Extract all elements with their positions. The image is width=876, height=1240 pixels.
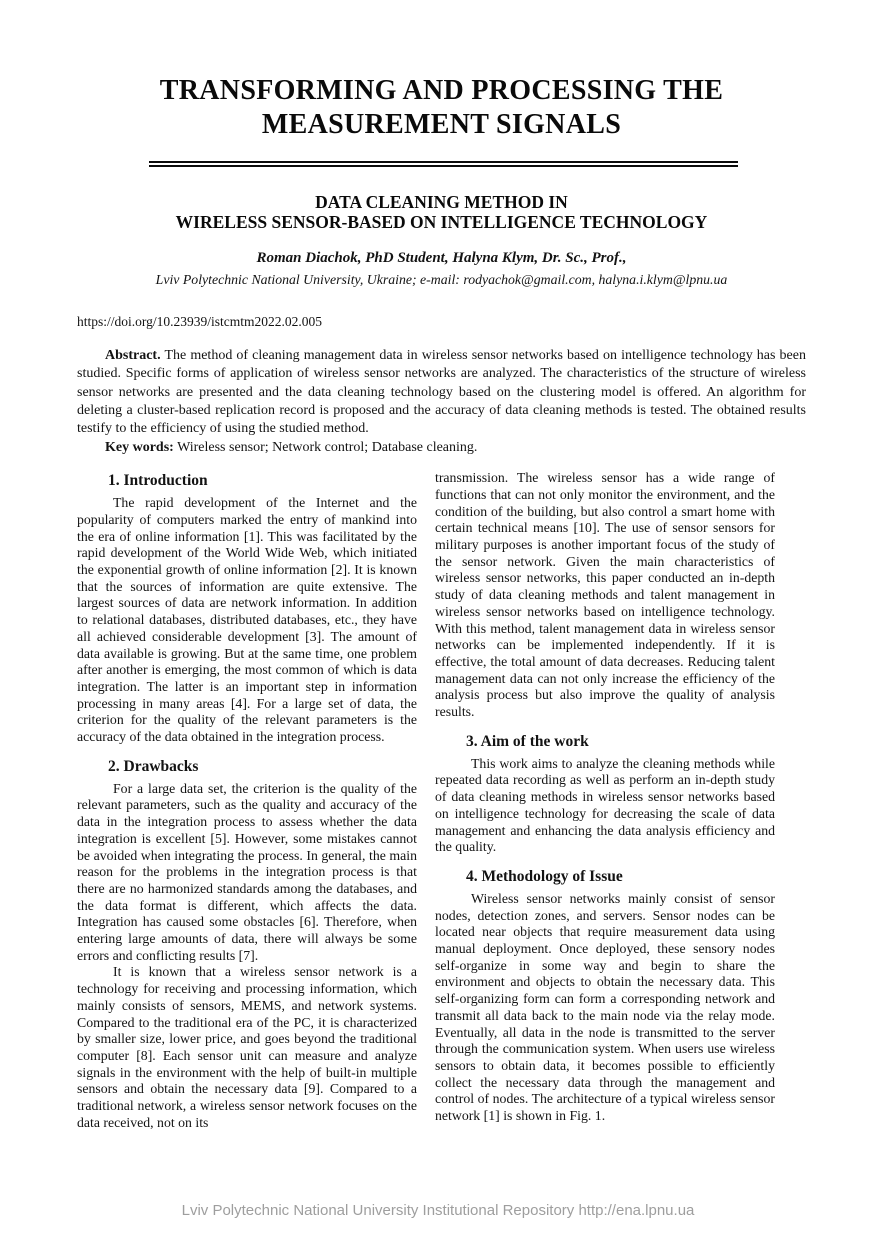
double-rule-divider — [149, 161, 738, 167]
body-paragraph: It is known that a wireless sensor network is a technology for receiving and processing information, which mainly consists of sensors, MEMS, and network systems. Compared to the traditional era of the PC, it is characterized by smaller size, lower price, and goes beyond the traditional computer [8]. Each sensor unit can measure and analyze signals in the environment with the help of built-in multiple sensors and obtain the necessary data [9]. Compared to a traditional network, a wireless sensor network focuses on the data received, not on its — [77, 964, 417, 1130]
affiliation-line: Lviv Polytechnic National University, Ukraine; e-mail: rodyachok@gmail.com, halyna.i.klym@lpnu.ua — [155, 271, 728, 287]
page-content — [0, 74, 876, 1132]
column-left — [77, 470, 417, 1131]
repository-footer-text: Lviv Polytechnic National University Institutional Repository http://ena.lpnu.ua — [181, 1202, 695, 1219]
body-paragraph: The rapid development of the Internet and the popularity of computers marked the entry of mankind into the era of online information [1]. This was facilitated by the rapid development of the World Wide Web, which initiated the exponential growth of online information [2]. It is known that the sources of information are quite extensive. The largest sources of data are network information. In addition to relational databases, distributed databases, etc., they have all achieved considerable development [3]. The amount of data available is growing. But at the same time, one problem after another is emerging, the most common of which is data integration. The latter is an important step in information processing in many areas [4]. For a large set of data, the criterion for the quality of the relevant parameters is the accuracy of the data obtained in the integration process. — [77, 495, 417, 745]
journal-title-line1: TRANSFORMING AND PROCESSING THE — [159, 75, 724, 106]
section-heading: 3. Aim of the work — [466, 732, 589, 750]
body-paragraph: Wireless sensor networks mainly consist of sensor nodes, detection zones, and servers. Sensor nodes can be located near objects that require measurement data using manual deployment. Once deployed, these sensory nodes self-organize in some way and begin to share the environment and objects to obtain the necessary data. This self-organizing form can form a corresponding network and transmit all data back to the main node via the relay mode. Eventually, all data in the node is transmitted to the server through the communication system. When users use wireless sensors to obtain data, it becomes possible to efficiently collect the necessary data through the management and control of nodes. The architecture of a typical wireless sensor network [1] is shown in Fig. 1. — [435, 890, 775, 1124]
column-right — [435, 470, 775, 1131]
section-heading: 2. Drawbacks — [108, 757, 199, 775]
body-paragraph: transmission. The wireless sensor has a wide range of functions that can not only monitor the environment, and the condition of the building, but also control a smart home with certain technical means [10]. The use of sensor sensors for military purposes is another important focus of the study of the sensor network. Given the main characteristics of wireless sensor networks, this paper conducted an in-depth study of data cleaning methods and talent management in wireless sensor networks based on intelligence technology. With this method, talent management data in wireless sensor networks can be implemented independently. If it is effective, the total amount of data decreases. Reducing talent management data can not only increase the efficiency of the analysis process but also improve the quality of analysis results. — [435, 470, 775, 720]
abstract-block — [77, 347, 806, 457]
section-heading: 1. Introduction — [108, 472, 208, 490]
abstract-text: The method of cleaning management data in wireless sensor networks based on intelligence technology has been studied. Specific forms of application of wireless sensor networks are analyzed. The characteristics of the structure of wireless sensor networks are presented and the data cleaning technology based on the clustering model is offered. An algorithm for deleting a cluster-based replication record is proposed and the accuracy of data cleaning methods is tested. The obtained results testify to the efficiency of using the studied method. — [77, 347, 806, 437]
doi-text: https://doi.org/10.23939/istcmtm2022.02.005 — [77, 313, 323, 329]
section-heading: 4. Methodology of Issue — [466, 867, 623, 885]
article-title-line1: DATA CLEANING METHOD IN — [315, 191, 568, 212]
journal-title-line2: MEASUREMENT SIGNALS — [261, 109, 622, 140]
body-paragraph: For a large data set, the criterion is the quality of the relevant parameters, such as the quality and accuracy of the data in the integration process to assess whether the data integration is excellent [5]. However, some mistakes cannot be avoided when integrating the process. In general, the main reason for the problems in the integration process is that there are no harmonized standards among the databases, and the data format is different, which affects the data. Integration has caused some obstacles [6]. Therefore, when entering large amounts of data, there will always be some errors and conflicting results [7]. — [77, 780, 417, 963]
abstract-label: Abstract. — [105, 347, 161, 363]
authors-line: Roman Diachok, PhD Student, Halyna Klym, Dr. Sc., Prof., — [256, 249, 627, 266]
two-column-body — [77, 470, 806, 1131]
journal-title — [77, 74, 806, 142]
keywords-label: Key words: — [105, 439, 174, 455]
keywords-line — [77, 439, 806, 457]
article-title-line2: WIRELESS SENSOR-BASED ON INTELLIGENCE TECHNOLOGY — [175, 211, 708, 232]
body-paragraph: This work aims to analyze the cleaning methods while repeated data recording as well as perform an in-depth study of data cleaning methods in wireless sensor networks based on intelligence technology for decreasing the scale of data management and enhancing the data analysis efficiency and the quality. — [435, 755, 775, 855]
abstract-paragraph — [77, 347, 806, 439]
keywords-text: Wireless sensor; Network control; Database cleaning. — [173, 439, 478, 455]
article-title — [77, 192, 806, 232]
